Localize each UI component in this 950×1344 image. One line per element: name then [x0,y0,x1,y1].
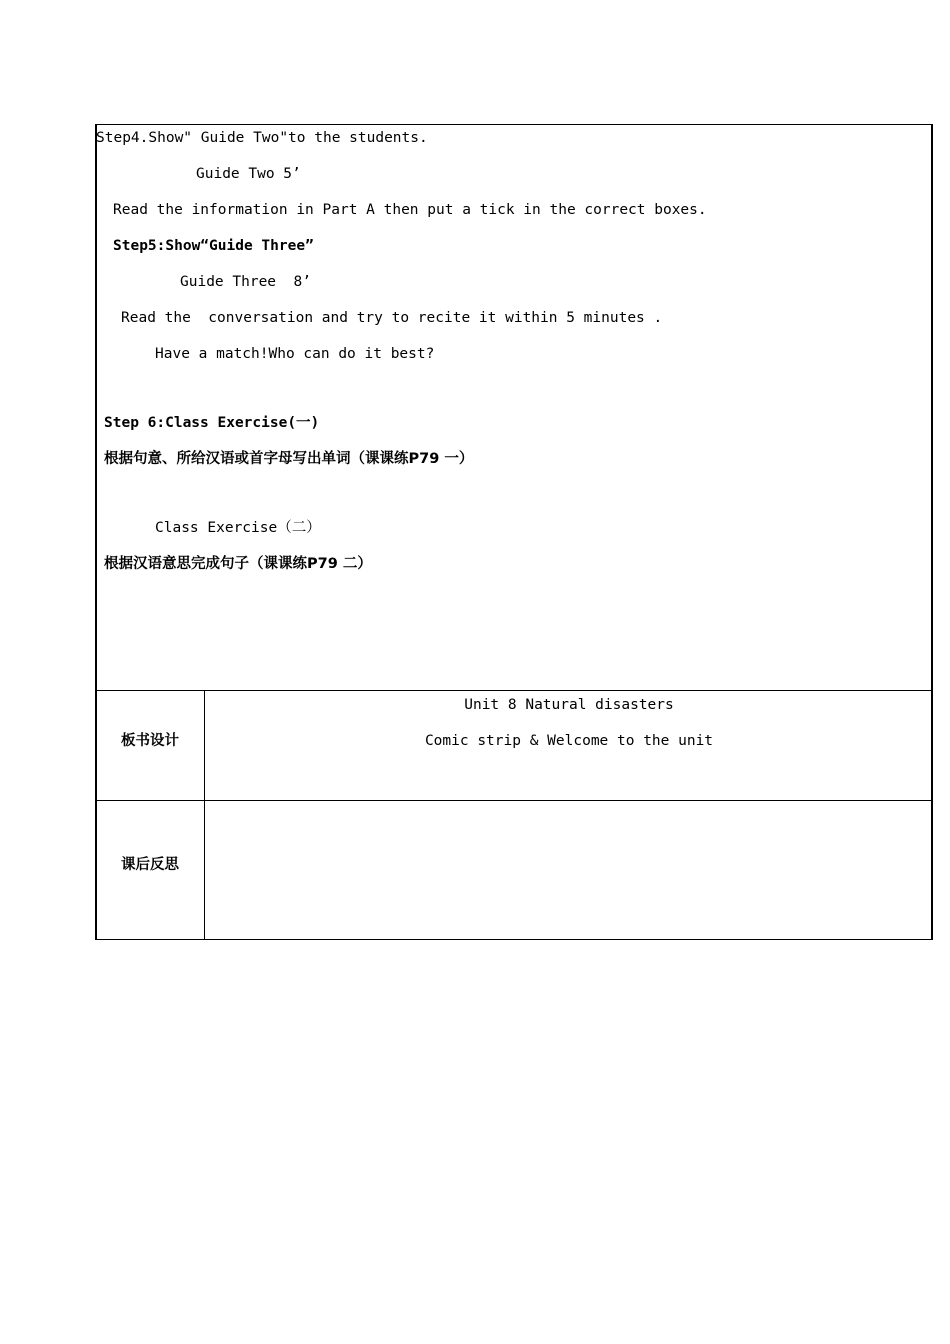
guide-three-label: Guide Three 8’ [180,274,311,290]
row-divider [95,690,933,691]
reflection-content [206,802,932,939]
row-divider [95,800,933,801]
exercise2-heading: Class Exercise（二） [155,520,321,536]
guide-three-instruction: Read the conversation and try to recite it within 5 minutes . [121,310,663,326]
match-text: Have a match!Who can do it best? [155,346,435,362]
guide-two-instruction: Read the information in Part A then put a tick in the correct boxes. [113,202,707,218]
step4-heading: Step4.Show" Guide Two"to the students. [96,130,428,146]
exercise1-instruction: 根据句意、所给汉语或首字母写出单词（课课练P79 一） [104,451,474,467]
step6-heading: Step 6:Class Exercise(一) [104,415,320,431]
board-title: Unit 8 Natural disasters [464,697,674,713]
column-divider [204,690,205,940]
reflection-label: 课后反思 [121,857,179,873]
board-design-label: 板书设计 [121,733,179,749]
step5-heading: Step5:Show“Guide Three” [113,238,314,254]
board-subtitle: Comic strip & Welcome to the unit [424,733,714,749]
guide-two-label: Guide Two 5’ [196,166,301,182]
exercise2-instruction: 根据汉语意思完成句子（课课练P79 二） [104,556,372,572]
